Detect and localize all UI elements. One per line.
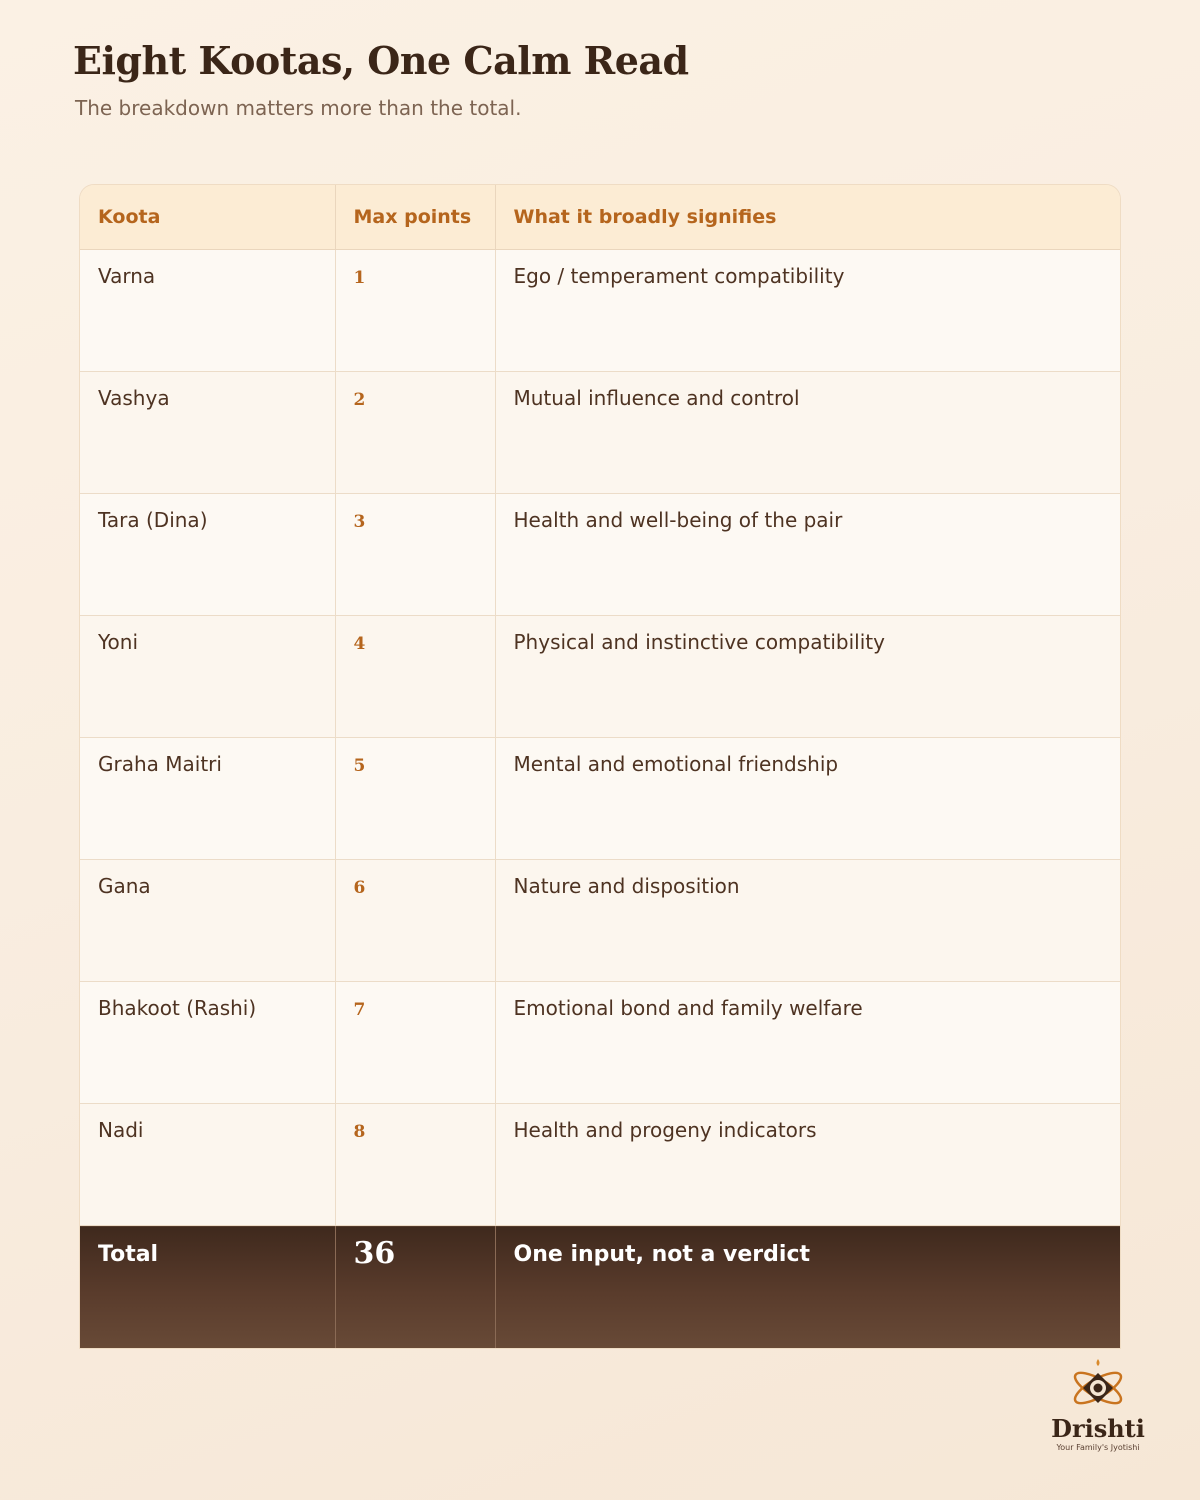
max-points: 2 xyxy=(335,372,495,494)
max-points: 5 xyxy=(335,738,495,860)
eye-orbit-icon xyxy=(1068,1356,1128,1416)
table-row xyxy=(80,1104,1120,1226)
column-header-koota: Koota xyxy=(80,185,335,250)
signifies: Health and well-being of the pair xyxy=(495,494,1120,616)
signifies: Physical and instinctive compatibility xyxy=(495,616,1120,738)
total-row xyxy=(80,1226,1120,1348)
total-points: 36 xyxy=(335,1226,495,1348)
max-points: 8 xyxy=(335,1104,495,1226)
signifies: Mutual influence and control xyxy=(495,372,1120,494)
koota-name: Varna xyxy=(80,250,335,372)
page-title: Eight Kootas, One Calm Read xyxy=(73,38,689,83)
signifies: Emotional bond and family welfare xyxy=(495,982,1120,1104)
koota-name: Bhakoot (Rashi) xyxy=(80,982,335,1104)
total-signifies: One input, not a verdict xyxy=(495,1226,1120,1348)
koota-table-container xyxy=(80,185,1120,1348)
column-header-signifies: What it broadly signifies xyxy=(495,185,1120,250)
table-row xyxy=(80,494,1120,616)
koota-table xyxy=(80,185,1120,1348)
koota-name: Graha Maitri xyxy=(80,738,335,860)
brand-logo xyxy=(1046,1356,1150,1452)
max-points: 1 xyxy=(335,250,495,372)
max-points: 4 xyxy=(335,616,495,738)
table-row xyxy=(80,860,1120,982)
table-row xyxy=(80,372,1120,494)
table-body xyxy=(80,250,1120,1348)
page-subtitle: The breakdown matters more than the total. xyxy=(75,96,522,120)
max-points: 3 xyxy=(335,494,495,616)
koota-name: Nadi xyxy=(80,1104,335,1226)
koota-name: Yoni xyxy=(80,616,335,738)
table-header xyxy=(80,185,1120,250)
max-points: 7 xyxy=(335,982,495,1104)
signifies: Nature and disposition xyxy=(495,860,1120,982)
table-row xyxy=(80,738,1120,860)
koota-name: Gana xyxy=(80,860,335,982)
signifies: Health and progeny indicators xyxy=(495,1104,1120,1226)
table-header-row xyxy=(80,185,1120,250)
column-header-max-points: Max points xyxy=(335,185,495,250)
table-row xyxy=(80,616,1120,738)
koota-name: Vashya xyxy=(80,372,335,494)
koota-name: Tara (Dina) xyxy=(80,494,335,616)
table-row xyxy=(80,982,1120,1104)
signifies: Ego / temperament compatibility xyxy=(495,250,1120,372)
total-label: Total xyxy=(80,1226,335,1348)
signifies: Mental and emotional friendship xyxy=(495,738,1120,860)
brand-tagline: Your Family's Jyotishi xyxy=(1056,1443,1140,1452)
table-row xyxy=(80,250,1120,372)
brand-name: Drishti xyxy=(1051,1414,1145,1443)
max-points: 6 xyxy=(335,860,495,982)
